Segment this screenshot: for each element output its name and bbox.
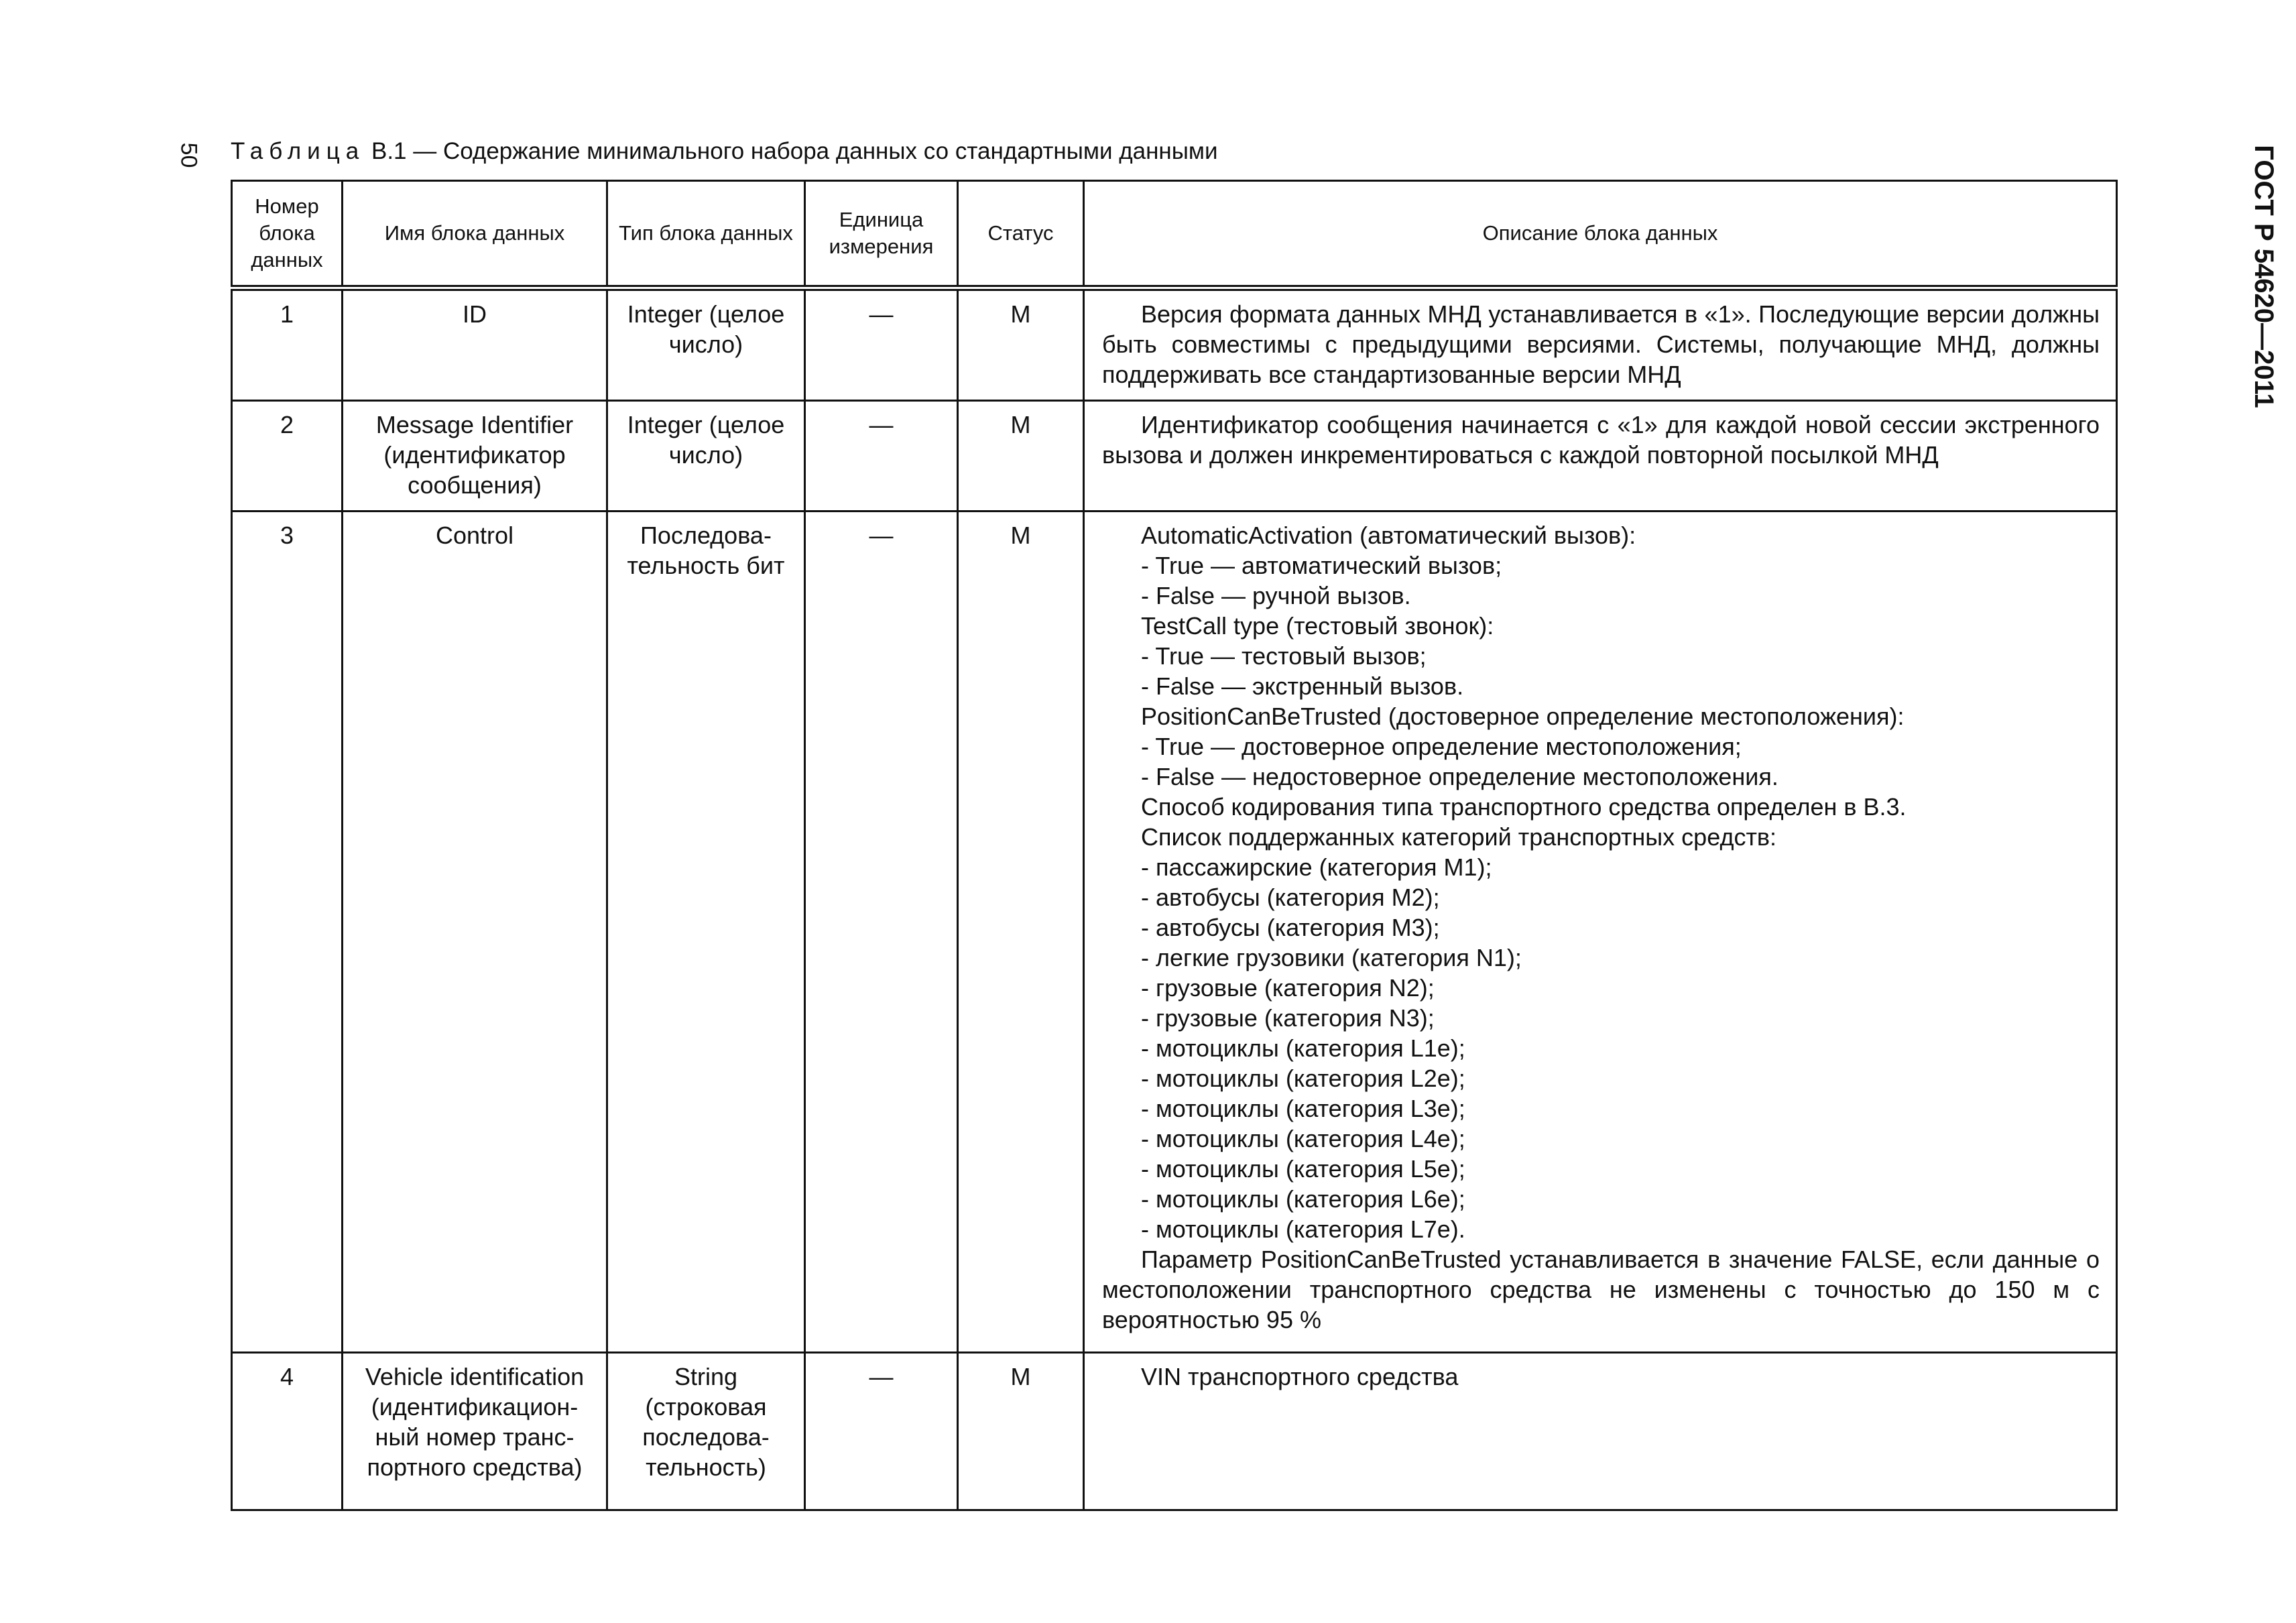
cell-number: 2 bbox=[232, 401, 343, 512]
description-line: Способ кодирования типа транспортного средства определен в В.3. bbox=[1141, 793, 1907, 821]
cell-type: String (строковая последова-тельность) bbox=[607, 1353, 805, 1510]
description-line: - False — недостоверное определение местоположения. bbox=[1141, 763, 1778, 790]
cell-type: Integer (целое число) bbox=[607, 288, 805, 401]
cell-status: M bbox=[958, 512, 1084, 1353]
description-line: - True — достоверное определение местоположения; bbox=[1141, 733, 1742, 760]
header-number: Номер блока данных bbox=[232, 181, 343, 288]
description-line: - мотоциклы (категория L4e); bbox=[1141, 1125, 1465, 1152]
description-text: VIN транспортного средства bbox=[1141, 1363, 1459, 1390]
description-line: - мотоциклы (категория L2e); bbox=[1141, 1065, 1465, 1092]
description-line: - False — ручной вызов. bbox=[1141, 582, 1411, 609]
cell-status: M bbox=[958, 288, 1084, 401]
table-row bbox=[232, 288, 2117, 401]
description-line: - пассажирские (категория M1); bbox=[1141, 853, 1492, 881]
table-row bbox=[232, 512, 2117, 1353]
description-line: - грузовые (категория N2); bbox=[1141, 974, 1435, 1002]
cell-description bbox=[1084, 288, 2117, 401]
cell-name: Control bbox=[343, 512, 607, 1353]
header-type: Тип блока данных bbox=[607, 181, 805, 288]
caption-label: Таблица bbox=[231, 138, 365, 164]
header-status: Статус bbox=[958, 181, 1084, 288]
control-description-list bbox=[1102, 520, 2100, 1244]
cell-name: ID bbox=[343, 288, 607, 401]
cell-status: M bbox=[958, 1353, 1084, 1510]
data-table bbox=[231, 180, 2118, 1511]
cell-unit: — bbox=[805, 512, 958, 1353]
header-name: Имя блока данных bbox=[343, 181, 607, 288]
cell-description bbox=[1084, 1353, 2117, 1510]
description-line: - автобусы (категория M3); bbox=[1141, 914, 1440, 941]
cell-unit: — bbox=[805, 401, 958, 512]
description-tail: Параметр PositionCanBeTrusted устанавливается в значение FALSE, если данные о местоположении транспортного средства не изменены с точностью до 150 м с вероятностью 95 % bbox=[1102, 1246, 2100, 1333]
description-line: - мотоциклы (категория L3e); bbox=[1141, 1095, 1465, 1122]
description-line: - False — экстренный вызов. bbox=[1141, 672, 1464, 700]
cell-unit: — bbox=[805, 288, 958, 401]
description-line: PositionCanBeTrusted (достоверное определение местоположения): bbox=[1141, 703, 1905, 730]
cell-type: Integer (целое число) bbox=[607, 401, 805, 512]
document-code: ГОСТ Р 54620—2011 bbox=[2248, 145, 2279, 408]
cell-number: 3 bbox=[232, 512, 343, 1353]
cell-name: Vehicle identification (идентификацион-ный номер транс-портного средства) bbox=[343, 1353, 607, 1510]
table-caption bbox=[231, 138, 1218, 165]
description-line: AutomaticActivation (автоматический вызов): bbox=[1141, 522, 1636, 549]
description-line: - автобусы (категория M2); bbox=[1141, 884, 1440, 911]
description-line: - True — тестовый вызов; bbox=[1141, 642, 1427, 670]
cell-number: 1 bbox=[232, 288, 343, 401]
description-text: Идентификатор сообщения начинается с «1» для каждой новой сессии экстренного вызова и должен инкрементироваться с каждой повторной посылкой МНД bbox=[1102, 411, 2100, 469]
caption-text: В.1 — Содержание минимального набора данных со стандартными данными bbox=[371, 138, 1218, 164]
table-row bbox=[232, 1353, 2117, 1510]
table-row bbox=[232, 401, 2117, 512]
description-line: - True — автоматический вызов; bbox=[1141, 552, 1502, 579]
header-description: Описание блока данных bbox=[1084, 181, 2117, 288]
cell-unit: — bbox=[805, 1353, 958, 1510]
description-line: Список поддержанных категорий транспортных средств: bbox=[1141, 823, 1777, 851]
description-line: - легкие грузовики (категория N1); bbox=[1141, 944, 1522, 971]
description-line: - грузовые (категория N3); bbox=[1141, 1004, 1435, 1032]
description-text: Версия формата данных МНД устанавливается в «1». Последующие версии должны быть совместимы с предыдущими версиями. Системы, получающие МНД, должны поддерживать все стандартизованные версии МНД bbox=[1102, 300, 2100, 388]
cell-description bbox=[1084, 401, 2117, 512]
cell-name: Message Identifier (идентификатор сообщения) bbox=[343, 401, 607, 512]
description-line: - мотоциклы (категория L6e); bbox=[1141, 1185, 1465, 1213]
cell-number: 4 bbox=[232, 1353, 343, 1510]
header-unit: Единица измерения bbox=[805, 181, 958, 288]
description-line: TestCall type (тестовый звонок): bbox=[1141, 612, 1494, 640]
table-header-row bbox=[232, 181, 2117, 288]
cell-description bbox=[1084, 512, 2117, 1353]
description-line: - мотоциклы (категория L1e); bbox=[1141, 1034, 1465, 1062]
cell-type: Последова-тельность бит bbox=[607, 512, 805, 1353]
description-line: - мотоциклы (категория L7e). bbox=[1141, 1215, 1465, 1243]
cell-status: M bbox=[958, 401, 1084, 512]
description-line: - мотоциклы (категория L5e); bbox=[1141, 1155, 1465, 1183]
page-number: 50 bbox=[176, 142, 202, 168]
data-table-container bbox=[231, 180, 2116, 1511]
